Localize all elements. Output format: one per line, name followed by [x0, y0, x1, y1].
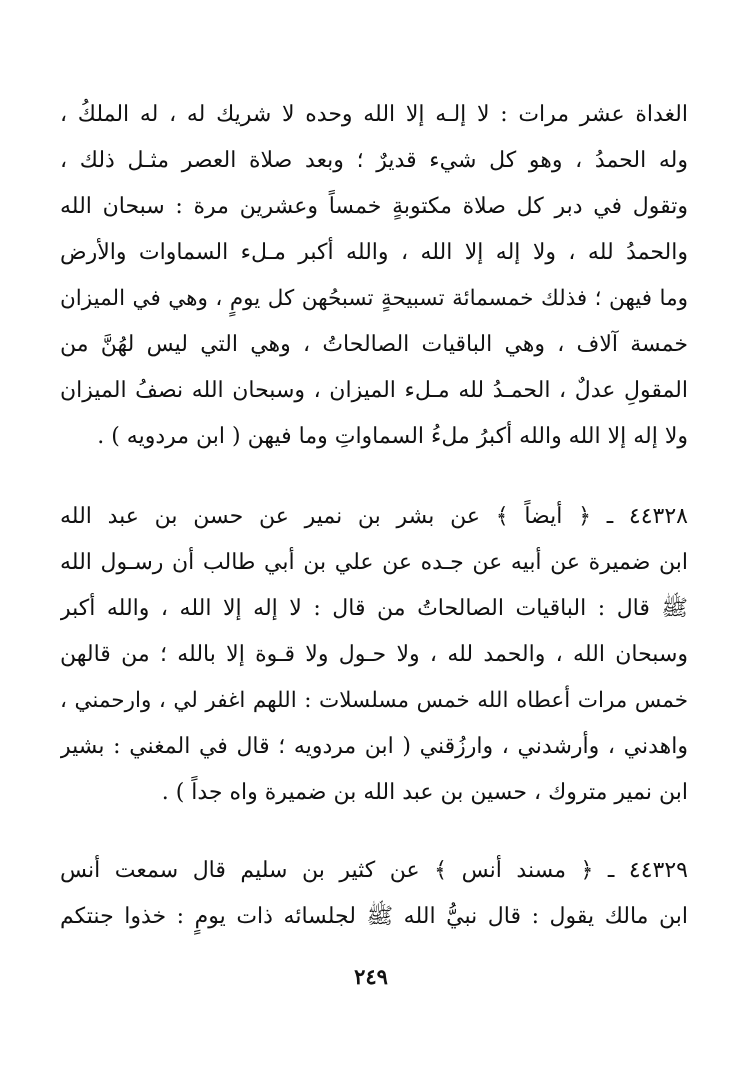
- text-line: ولا إله إلا الله والله أكبرُ ملءُ السماواتِ وما فيهن ( ابن مردويه ) .: [97, 424, 688, 449]
- paragraph-continuation: [60, 92, 688, 460]
- text-line: ٤٤٣٢٩ ـ ﴿ مسند أنس ﴾ عن كثير بن سليم قال سمعت أنس: [60, 858, 688, 883]
- text-line: ٤٤٣٢٨ ـ ﴿ أيضاً ﴾ عن بشر بن نمير عن حسن بن عبد الله: [60, 504, 688, 529]
- text-line: الغداة عشر مرات : لا إلـه إلا الله وحده لا شريك له ، له الملكُ ،: [60, 102, 688, 127]
- text-line: ﷺ قال : الباقيات الصالحاتُ من قال : لا إله إلا الله ، والله أكبر: [60, 596, 688, 621]
- text-line: وتقول في دبر كل صلاة مكتوبةٍ خمساً وعشرين مرة : سبحان الله: [60, 194, 688, 219]
- page-number: ٢٤٩: [354, 964, 388, 989]
- text-line: واهدني ، وأرشدني ، وارزُقني ( ابن مردويه ؛ قال في المغني : بشير: [60, 734, 688, 759]
- text-line: والحمدُ لله ، ولا إله إلا الله ، والله أكبر مـلء السماوات والأرض: [60, 240, 688, 265]
- hadith-entry-44329: [60, 848, 688, 940]
- text-line: خمسة آلاف ، وهي الباقيات الصالحاتُ ، وهي التي ليس لهُنَّ من: [60, 332, 688, 357]
- text-line: ابن ضميرة عن أبيه عن جـده عن علي بن أبي طالب أن رسـول الله: [60, 550, 688, 575]
- text-line: خمس مرات أعطاه الله خمس مسلسلات : اللهم اغفر لي ، وارحمني ،: [60, 688, 688, 713]
- text-line: وله الحمدُ ، وهو كل شيء قديرٌ ؛ وبعد صلاة العصر مثـل ذلك ،: [60, 148, 688, 173]
- text-line: ابن نمير متروك ، حسين بن عبد الله بن ضميرة واه جداً ) .: [161, 780, 688, 805]
- text-line: وما فيهن ؛ فذلك خمسمائة تسبيحةٍ تسبحُهن كل يومٍ ، وهي في الميزان: [60, 286, 688, 311]
- text-line: المقولِ عدلٌ ، الحمـدُ لله مـلء الميزان ، وسبحان الله نصفُ الميزان: [60, 378, 688, 403]
- text-line: وسبحان الله ، والحمد لله ، ولا حـول ولا قـوة إلا بالله ؛ من قالهن: [60, 642, 688, 667]
- text-line: ابن مالك يقول : قال نبيُّ الله ﷺ لجلسائه ذات يومٍ : خذوا جنتكم: [60, 904, 688, 929]
- hadith-entry-44328: [60, 494, 688, 816]
